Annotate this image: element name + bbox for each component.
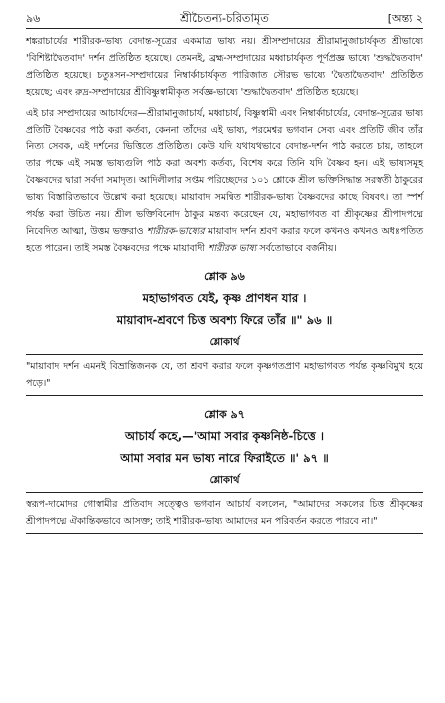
verse-96-line-2: মায়াবাদ-শ্রবণে চিত্ত অবশ্য ফিরে তাঁর ॥" ৯৬ ॥ xyxy=(116,312,333,327)
verse-96-translation: "মায়াবাদ দর্শন এমনই বিভ্রান্তিজনক যে, তা শ্রবণ করার ফলে কৃষ্ণগতপ্রাণ মহাভাগবত পর্যন্ত কৃষ্ণবিমুখ হয়ে পড়ে।" xyxy=(26,354,423,396)
verse-96-line-1: মহাভাগবত যেই, কৃষ্ণ প্রাণধন যার । xyxy=(142,290,307,305)
verse-97-translation: স্বরূপ-দামোদর গোস্বামীর প্রতিবাদ সত্ত্বেও ভগবান আচার্য বললেন, "আমাদের সকলের চিত্ত শ্রীকৃষ্ণের শ্রীপাদপদ্মে ঐকান্তিকভাবে আসক্ত; তাই শারীরক-ভাষ্য আমাদের মন পরিবর্তন করতে পারবে না।" xyxy=(26,492,423,534)
page-header xyxy=(26,6,423,29)
purport-text: এই চার সম্প্রদায়ের আচার্যদের—শ্রীরামানুজাচার্য, মধ্বাচার্য, বিষ্ণুস্বামী এবং নিম্বার্কাচার্যের, বেদান্ত-সূত্রের ভাষ্য প্রতিটি বৈষ্ণবের পাঠ করা কর্তব্য, কেননা তাঁদের এই ভাষ্য, পরমেশ্বর ভগবান সেব্য এবং প্রতিটি জীব তাঁর নিত্য সেবক, এই দর্শনের ভিত্তিতে প্রতিষ্ঠিত। কেউ যদি যথাযথভাবে বেদান্ত-দর্শন পাঠ করতে চায়, তাহলে তার পক্ষে এই সমস্ত ভাষ্যগুলি পাঠ করা অবশ্য কর্তব্য, বিশেষ করে তিনি যদি বৈষ্ণব হন। এই ভাষ্যসমূহ বৈষ্ণবদের দ্বারা সর্বদা সমাদৃত। আদিলীলার সপ্তম পরিচ্ছেদের ১০১ শ্লোকে শ্রীল ভক্তিসিদ্ধান্ত সরস্বতী ঠাকুরের ভাষ্য বিস্তারিতভাবে উল্লেখ করা হয়েছে। মায়াবাদ সমন্বিত শারীরক-ভাষ্য বৈষ্ণবদের কাছে বিষবৎ। তা স্পর্শ পর্যন্ত করা উচিত নয়। শ্রীল ভক্তিবিনোদ ঠাকুর মন্তব্য করেছেন যে, মহাভাগবত বা শ্রীকৃষ্ণের শ্রীপাদপদ্মে নিবেদিত আত্মা, উত্তম ভক্তরাও xyxy=(26,107,423,237)
italic-term: শারীরক-ভাষ্যের xyxy=(146,225,205,237)
verse-97-label: শ্লোক ৯৭ xyxy=(204,407,245,421)
purport-text: সর্বতোভাবে বর্জনীয়। xyxy=(256,242,337,254)
book-title: শ্রীচৈতন্য-চরিতামৃত xyxy=(180,11,269,25)
purport-paragraph-2 xyxy=(26,106,423,258)
verse-97-translation-label: শ্লোকার্থ xyxy=(209,474,240,486)
verse-97-line-2: আমা সবার মন ভাষ্য নারে ফিরাইতে ॥' ৯৭ ॥ xyxy=(120,450,329,465)
purport-paragraph-1: শঙ্করাচার্যের শারীরক-ভাষ্য বেদান্ত-সূত্রের একমাত্র ভাষ্য নয়। শ্রীসম্প্রদায়ের শ্রীরামানুজাচার্যকৃত শ্রীভাষ্যে 'বিশিষ্টাদ্বৈতবাদ' দর্শন প্রতিষ্ঠিত হয়েছে। তেমনই, ব্রহ্ম-সম্প্রদায়ের মধ্বাচার্যকৃত পূর্ণপ্রজ্ঞ ভাষ্যে 'শুদ্ধদ্বৈতবাদ' প্রতিষ্ঠিত হয়েছে। চতুঃসন-সম্প্রদায়ের নিম্বার্কাচার্যকৃত পারিজাত সৌরভ ভাষ্যে 'দ্বৈতাদ্বৈতবাদ' প্রতিষ্ঠিত হয়েছে; এবং রুদ্র-সম্প্রদায়ের শ্রীবিষ্ণুস্বামীকৃত সর্বজ্ঞ-ভাষ্যে 'শুদ্ধাদ্বৈতবাদ' প্রতিষ্ঠিত হয়েছে। xyxy=(26,36,423,98)
verse-96-translation-label: শ্লোকার্থ xyxy=(209,336,240,348)
italic-term: শারীরক ভাষ্য xyxy=(207,242,257,254)
verse-97-line-1: আচার্য কহে,—'আমা সবার কৃষ্ণনিষ্ঠ-চিত্তে । xyxy=(124,428,324,443)
purport-text: মায়াবাদ দর্শন শ্রবণ করার ফলে কখনও কখনও অধঃপতিত হতে পারেন। তাই সমস্ত বৈষ্ণবদের পক্ষে মায়াবাদী xyxy=(26,225,423,254)
verse-96-label: শ্লোক ৯৬ xyxy=(204,269,245,283)
section-marker: [অন্ত্য ২ xyxy=(387,12,423,25)
page-number: ৯৬ xyxy=(26,12,41,25)
